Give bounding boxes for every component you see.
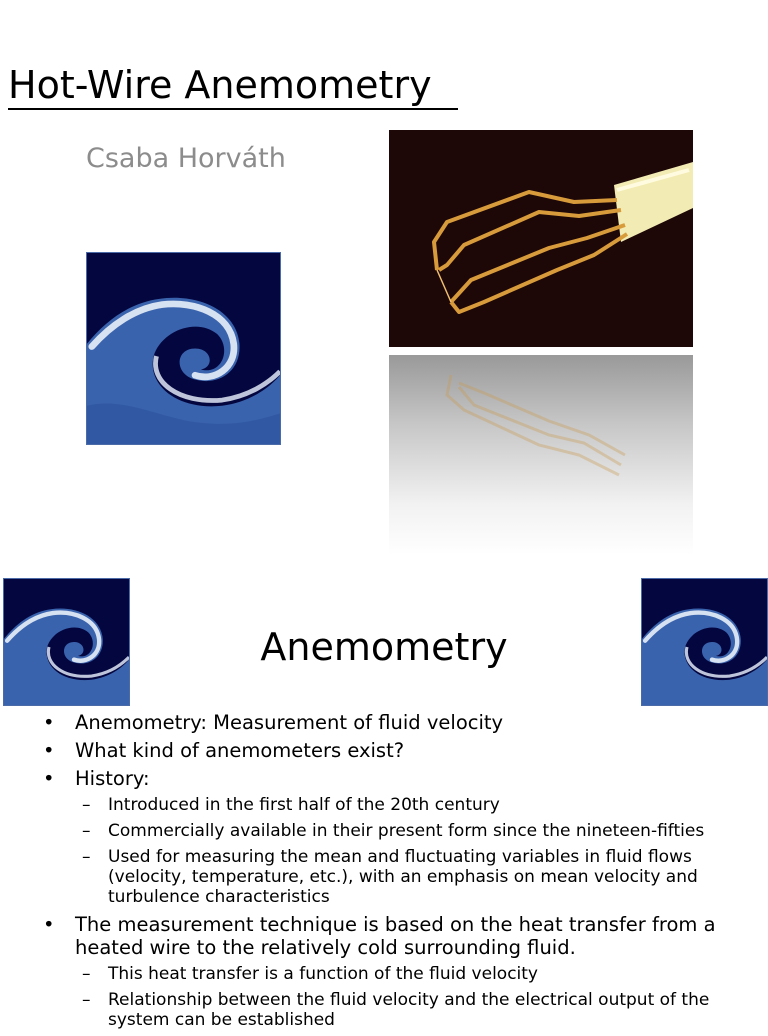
sub-bullet-item: – Used for measuring the mean and fluctuating variables in fluid flows (velocity, temperature, etc.), with an emphasis on mean velocity and turbulence characteristics [0, 847, 768, 907]
slide-title: Hot-Wire Anemometry [8, 62, 458, 110]
wave-logo-icon [86, 252, 281, 445]
bullet-item: • The measurement technique is based on the heat transfer from a heated wire to the relatively cold surrounding fluid. [0, 913, 768, 959]
sub-bullet-group [0, 795, 768, 907]
bullet-item: • Anemometry: Measurement of fluid velocity [0, 711, 768, 734]
bullet-item: • History: [0, 767, 768, 790]
sub-bullet-item: – Commercially available in their present form since the nineteen-fifties [0, 821, 768, 841]
hot-wire-probe-image [389, 130, 693, 347]
bullet-item: • What kind of anemometers exist? [0, 739, 768, 762]
sub-bullet-item: – This heat transfer is a function of the fluid velocity [0, 964, 768, 984]
author-name: Csaba Horváth [86, 143, 286, 174]
sub-bullet-item: – Relationship between the fluid velocity and the electrical output of the system can be established [0, 990, 768, 1030]
bullet-list [0, 711, 768, 1036]
sub-bullet-item: – Introduced in the first half of the 20th century [0, 795, 768, 815]
sub-bullet-group [0, 964, 768, 1030]
probe-reflection-image [389, 355, 693, 555]
section-title: Anemometry [260, 625, 508, 669]
